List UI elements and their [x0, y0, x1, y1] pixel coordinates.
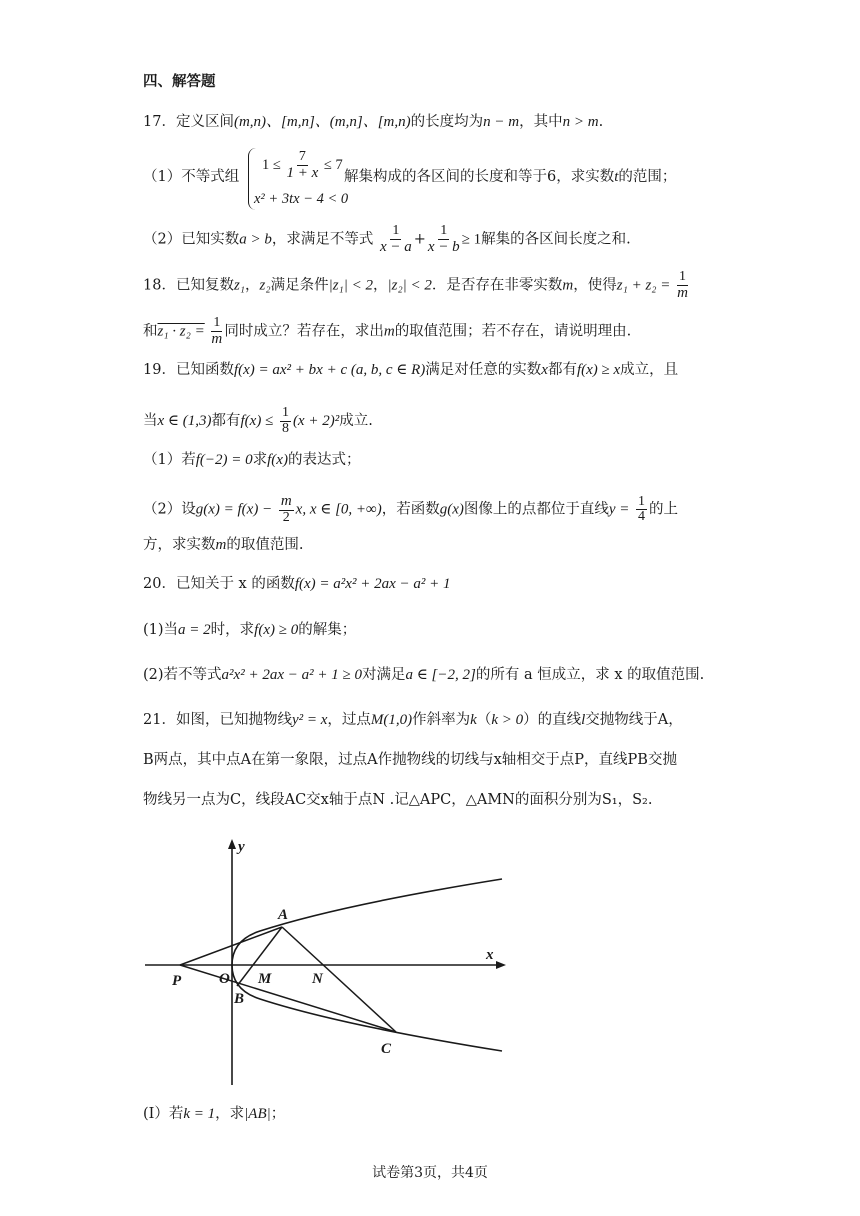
line-ac: [282, 927, 396, 1032]
section-title: 四、解答题: [143, 73, 216, 90]
system-row-1: 1 ≤ $\frac{7}{1 + x}$ ≤ 7: [262, 149, 343, 181]
q19-part2-line1: （2）设g(x) = f(x) − $\frac{m}{2}$ x, x ∈ [0, +∞)，若函数g(x)图像上的点都位于直线y = $\frac{1}{4}$ 的上: [143, 493, 679, 525]
label-y: y: [238, 839, 245, 855]
label-c: C: [381, 1041, 392, 1057]
label-o: O: [219, 971, 230, 987]
q21-line3: 物线另一点为C，线段AC交x轴于点N .记△APC，△AMN的面积分别为S₁，S₂.: [143, 792, 653, 808]
q20-stem: 20．已知关于 x 的函数f(x) = a²x² + 2ax − a² + 1: [143, 576, 451, 592]
q21-part1: (I）若k = 1，求|AB|；: [143, 1106, 286, 1122]
q19-part2-line2: 方，求实数m的取值范围.: [143, 537, 304, 553]
parabola-figure: [140, 835, 520, 1090]
label-a: A: [278, 907, 289, 923]
q18-line1: 18．已知复数z₁，z₂满足条件|z₁| < 2，|z₂| < 2．是否存在非零实数m，使得z₁ + z₂ = $\frac{1}{m}$: [143, 269, 688, 301]
q17-part1-suffix: 解集构成的各区间的长度和等于6，求实数t的范围；: [344, 169, 677, 185]
line-pc: [180, 965, 396, 1032]
q20-part1: (1)当a = 2时，求f(x) ≥ 0的解集；: [143, 622, 357, 638]
y-axis-arrow: [228, 839, 236, 849]
q19-line2: 当x ∈ (1,3)都有f(x) ≤ $\frac{1}{8}$ (x + 2)²成立.: [143, 405, 373, 436]
label-n: N: [312, 971, 323, 987]
q21-line1: 21．如图，已知抛物线y² = x，过点M(1,0)作斜率为k（k > 0）的直线l交抛物线于A，: [143, 712, 683, 728]
q17-part1-label: （1）不等式组: [143, 169, 240, 185]
q21-line2: B两点，其中点A在第一象限，过点A作抛物线的切线与x轴相交于点P，直线PB交抛: [143, 752, 677, 768]
label-x: x: [486, 947, 494, 963]
q17-part2: （2）已知实数a > b，求满足不等式 $\frac{1}{x - a}$ + $\frac{1}{x - b}$ ≥ 1解集的各区间长度之和.: [143, 223, 631, 255]
q17-stem: 17．定义区间(m,n)、[m,n]、(m,n]、[m,n)的长度均为n − m，其中n > m.: [143, 114, 604, 130]
label-m: M: [258, 971, 272, 987]
q18-line2: 和z₁ · z₂ = $\frac{1}{m}$ 同时成立？若存在，求出m的取值范围；若不存在，请说明理由.: [143, 315, 632, 347]
label-p: P: [172, 973, 182, 989]
q20-part2: (2)若不等式a²x² + 2ax − a² + 1 ≥ 0对满足a ∈ [−2, 2]的所有 a 恒成立，求 x 的取值范围.: [143, 667, 705, 683]
label-b: B: [234, 991, 245, 1007]
system-row-2: x² + 3tx − 4 < 0: [254, 191, 349, 207]
page-footer: 试卷第3页，共4页: [372, 1165, 488, 1181]
q19-line1: 19．已知函数f(x) = ax² + bx + c (a, b, c ∈ R)满足对任意的实数x都有f(x) ≥ x成立，且: [143, 362, 679, 378]
q19-part1: （1）若f(−2) = 0求f(x)的表达式；: [143, 452, 361, 468]
x-axis-arrow: [496, 961, 506, 969]
